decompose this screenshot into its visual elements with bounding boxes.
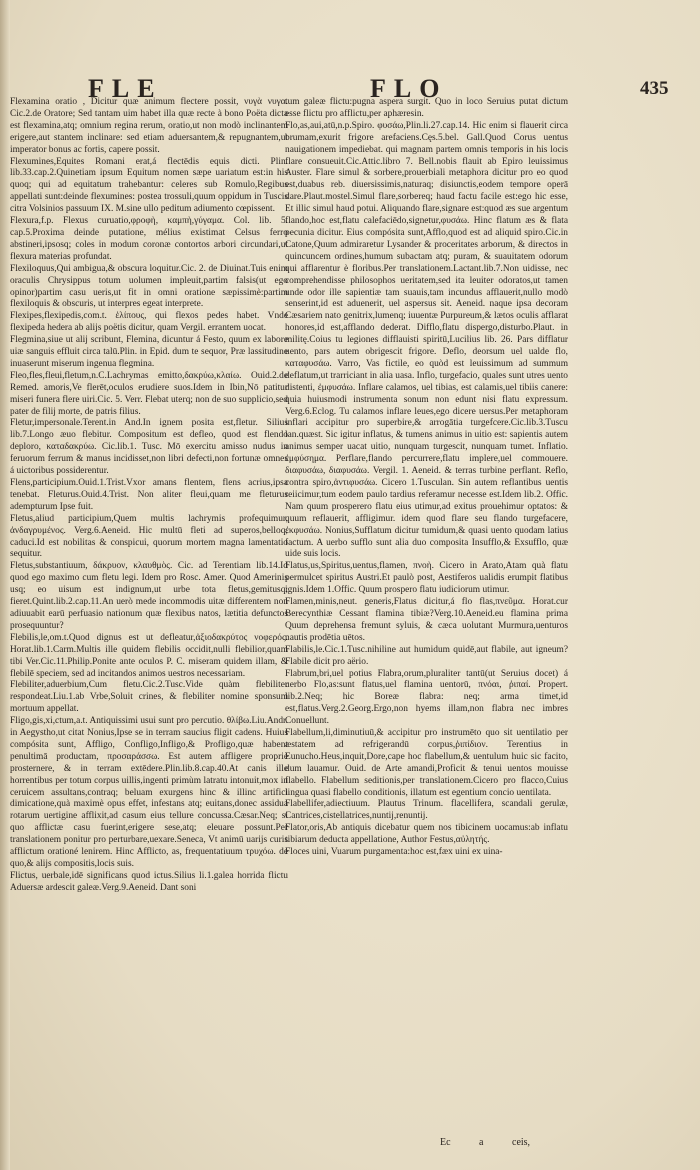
page-gutter-shadow	[0, 0, 10, 1170]
dictionary-entry: Flator,oris,Ab antiquis dicebatur quem nos tibicinem uocamus:ab inflatu tibiarum deducta appellatione, Author Festus,αὐλητής.	[285, 823, 568, 846]
dictionary-entry: Fletur,impersonale.Terent.in And.In ignem posita est,fletur. Silius lib.7.Longo æuo flebitur. Compositum est defleo, quod est flendo deploro, καταδακρύω. Cic.lib.1. Tusc. Mō exercitu amisso nudus in feruorum ferrum & manus incidisset,non libri defecti,non fortunæ omnes á uictoribus possiderentur.	[10, 418, 288, 477]
dictionary-entry: Flabellifer,adiectiuum. Plautus Trinum. flacellifera, scandali gerulæ, Cantrices,cistellatrices,nuntij,renuntij.	[285, 799, 568, 822]
dictionary-entry: Fligo,gis,xi,ctum,a.t. Antiquissimi usui sunt pro percutio. θλίβω.Liu.Andr. in Aegystho,ut citat Nonius,Ipse se in terram saucius fligit cadens. Huius compósita sunt, Affligo, Confligo,Infligo,& Profligo,quæ habent penultimā productam, προσαράσσω. Est autem affligere propriè prosternere, & in terram extēdere.Plin.lib.8.cap.40.At canis ille horrentibus per totum corpus uillis,ingenti primùm latratu intonuit,mox in ceruicem assultans,contraq; beluam exurgens hinc & illinc artifici dimicatione,quà maximè opus effet, infestans atq; euitans,donec assidua rotarum uertigine afflixit,ad casum eius tellure concussa.Cæsar.Neq; si quo afflictæ casu fuerint,erigere sese,atq; eleuare possunt.Per translationem ponitur pro perturbare,uexare.Seneca, Vt animū uarijs curis afflictum orationé lenirem. Hinc Afflicto, as, frequentatiuum τρυχόω. de quo,& alijs compositis,locis suis.	[10, 716, 288, 869]
catchword: ceis,	[512, 1137, 531, 1148]
dictionary-entry: Flexura,f.p. Flexus curuatio,φροφὴ, καμπὴ,γύγαμα. Col. lib. 5. cap.5.Proxima deinde putatione, mélius existimat Celsus ferro abstineri,ipsosq; coles in modum coronæ contortos arbori circundari,ut flexura materias profundat.	[10, 216, 288, 262]
running-head-left: FLE	[88, 74, 163, 103]
dictionary-entry: Flens,participium.Ouid.1.Trist.Vxor amans flentem, flens acrius,ipsa tenebat. Fleturus.Ouid.4.Trist. Non aliter fleui,quam me fleturus adempturum Ipse fuit.	[10, 478, 288, 512]
page-number: 435	[640, 78, 669, 99]
dictionary-entry: Flexipes,flexipedis,com.t. ἑλίπους, qui flexos pedes habet. Vnde flexipeda hedera ab alijs poëtis dicitur, quam Vergil. errantem uocat.	[10, 311, 288, 334]
running-head-right: FLO	[370, 74, 448, 103]
catchword-signature: Ec	[440, 1137, 451, 1148]
dictionary-entry: Flabilis,le.Cic.1.Tusc.nihiline aut humidum quidē,aut flabile, aut igneum? Flabile dicit pro aërio.	[285, 644, 568, 667]
catchword-mark: a	[479, 1137, 484, 1148]
dictionary-entry: Flatus,us,Spiritus,uentus,flamen, πνοὴ. Cicero in Arato,Atam quà flatu permulcet spiritus Austri.Et paulò post, Aestiferos ualidis erumpit flatibus ignis.Idem 1.Offic. Quum prospero flatu iudiciorum utimur.	[285, 561, 568, 596]
dictionary-entry: Flebiliter,aduerbium,Cum fletu.Cic.2.Tusc.Vide quàm flebiliter respondeat.Liu.1.ab Vrbe,Soluit crines, & flebiliter nomine sponsum mortuum appellat.	[10, 680, 288, 715]
dictionary-entry: Flegmina,siue ut alij scribunt, Flemina, dicuntur á Festo, quum ex labore uiæ sanguis effluit circa talū.Plin. in Epid. dum te sequor, Præ lassitudine inuaserunt miserum ingenua flegmina.	[10, 335, 288, 369]
dictionary-entry: Fletus,aliud participium,Quem multis lachrymis profequimur, ἀνδαγρυμένος. Verg.6.Aeneid. Hic multū fleti ad superos,belloq; caduci.Id est nobilitas & conspicui, quorum mortem magna lamentatio sequitur.	[10, 513, 288, 560]
catchword-line	[440, 1137, 556, 1148]
dictionary-entry: tum galeæ flictu:pugna aspera surgit. Quo in loco Seruius putat dictum esse flictu pro afflictu,per aphæresin.	[285, 97, 568, 119]
dictionary-entry: Flexumines,Equites Romani erat,á flectēdis equis dicti. Plin. lib.33.cap.2.Quinetiam ipsum Equitum nomen sæpe uariatum est:in his quoq; qui ad equitatum trahebantur: celeres sub Romulo,Regibus appellati sunt:deinde flexumines: postea trossuli,quum oppidum in Tuscis citra Volsinios passuum IX. M.sine ullo peditum adiumento cœpissent.	[10, 156, 288, 215]
dictionary-entry: Fletus,substantiuum, δάκρυον, κλαυθμὸς. Cic. ad Terentiam lib.14.Id quod ego maximo cum fletu legi. Idem pro Rosc. Amer. Quod Amerinis usq; eo uisum est indignum,ut urbe tota fletus,gemitusq; fieret.Quint.lib.2.cap.11.An uerò mede incommodis uitæ differentem non adiuuabit earū perfuasio nationum quæ flexibus natos, lætitia defunctos prosequuntur?	[10, 561, 288, 631]
dictionary-entry: Flebilis,le,om.t.Quod dignus est ut defleatur,ἀξιοδακρύτος νοφερός. Horat.lib.1.Carm.Multis ille quidem flebilis occidit,nulli flebilior,quam tibi Ver.Cic.11.Philip.Ponite ante oculos P. C. miseram quidem illam, & flebilē speciem, sed ad incitandos animos uestros necessariam.	[10, 632, 288, 679]
left-column	[10, 97, 288, 1137]
dictionary-entry: Flo,as,aui,atū,n.p.Spiro. φυσάω,Plin.li.27.cap.14. Hic enim si flauerit circa brumam,exurit frigore arefaciens.Cęs.5.bel. Gall.Quod Corus uentus nauigationem impediebat. qui magnam partem omnis temporis in his locis flare consueuit.Cic.Attic.libro 7. Bell.nobis flauit ab Epiro leuissimus Auster. Flare simul & sorbere,prouerbiali metaphora dicitur pro eo quod est,duabus reb. diuersissimis,naturaq; disiunctis,eodem tempore operā dare.Plaut.mostel.Simul flare,sorbereq; haud factu facile est:ego hic esse, Et illic simul haud potui. Aliquando flare,signare est:quod æs sue argentum flando,hoc est,flatu calefaciēdo,signetur,φυσάω. Hinc flatum æs & flata pecunia dicitur. Eius compósita sunt,Afflo,quod est ad aliquid spiro.Cic.in Catone,Quum admiraretur Lysander & proceritates arborum, & directos in quincuncem ordines,humum subactam atq; puram, & suauitatem odorum qui afflarentur è floribus.Per translationem.Lactant.lib.7.Non uidisse, nec comprehendisse philosophos ueritatem,sed ita leuiter odoratos,ut tamen unde odor ille sapientiæ tam suauis,tam incundus afflauerit,nullo modò senserint,id est aduenerit, uel aspersus sit. Aeneid. naque ipsa decoram Cæsariem nato genitrix,lumenq; iuuentæ Purpureum,& lætos oculis afflarat honores,id est,afflando dederat. Difflo,flatu dispergo,disturbo.Plaut. in militę.Coius tu legiones difflauisti spiritū,Lucilius lib. 26. Pars difflatur uento, pars autem obrigescit frigore. Deflo, deorsum uel ualde flo, καταφυσάω. Varro, Vas fictile, eo quòd est leuissimum ad summum deflatum,ut trarriciant in alia uasa. Inflo, turgefacio, quales sunt utres uento distenti, ἐμφυσάω. Inflare calamos, uel tibias, est calamis,uel tibiis canere: quia huiusmodi instrumenta sonum non edunt nisi flatu expressum. Verg.6.Eclog. Tu calamos inflare leues,ego dicere uersus.Per metaphoram inflari accipitur pro superbire,& arrogātia turgefcere.Cic.lib.3.Tuscu lan.quæst. Sic igitur inflatus, & tumens animus in uitio est: sapientis autem animus semper uacat uitio, nunquam turgescit, nunquam tumet. Inflatio. ἐμφύσημα. Perflare,flando percurrere,flatu implere,uel commouere. διαφυσάω, διαφυσάω. Vergil. 1. Aeneid. & terras turbine perflant. Reflo, contra spiro,ἀντιφυσάω. Cicero 1.Tusculan. Sin autem reflantibus uentis reiicimur,tum eodem paulo tardius referamur necesse est.Idem lib.2. Offic. Nam quum prosperero flatu eius utimur,ad exitus prouehimur optatos: & quum reflauerit, affligimur. idem quod flare seu flando turgefacere, ἐκφυσάω. Nonius,Sufflatum dicitur tumidum,& quasi uento quodam latius factum. A uerbo sufflo sunt alia duo composita Insufflo,& Exsufflo, quæ uide suis locis.	[285, 120, 568, 560]
dictionary-entry: Flamen,minis,neut. generis,Flatus dicitur,á flo flas,πνεῦμα. Horat.cur Berecynthiæ Cessant flamina tibiæ?Verg.10.Aeneid.eu flamina prima Quum deprehensa fremunt syluis, & cæca uolutant Murmura,uenturos nautis prodētia uētos.	[285, 597, 568, 643]
right-column	[285, 97, 568, 1157]
dictionary-entry: Flabellum,li,diminutiuū,& accipitur pro instrumēto quo sit uentilatio per æstatem ad refrigerandū corpus,ῥιπίδιον. Terentius in Eunucho.Heus,inquit,Dore,cape hoc flabellum,& uentulum huic sic facito, dum lauamur. Ouid. de Arte amandi,Proficit & tenui uentos mouisse flabello. Flabellum seditionis,per translationem.Cicero pro flacco,Cuius lingua quasi flabello conditionis, illatum est egentium concio uentilata.	[285, 728, 568, 798]
dictionary-entry: Flictus, uerbale,idē significans quod ictus.Silius li.1.galea horrida flictu Aduersæ ardescit galeæ.Verg.9.Aeneid. Dant soni	[10, 870, 288, 893]
dictionary-entry: Flexiloquus,Qui ambigua,& obscura loquitur.Cic. 2. de Diuinat.Tuis enim oraculis Chrysippus totum uolumen impleuit,partim falsis(ut ego opinor)partim casu ueris,ut fit in omni oratione sæpissimè:partim flexiloquis & obscuris, ut interpres egeat interprete.	[10, 263, 288, 310]
dictionary-entry: Floces uini, Vuarum purgamenta:hoc est,fæx uini ex uina-	[285, 847, 503, 858]
dictionary-entry: Fleo,fles,fleui,fletum,n.C.Lachrymas emitto,δακρύω,κλαίω. Ouid.2.de Remed. amoris,Ve flerēt,oculos erudiere suos.Idem in Ibin,Nō patitur miseri funera flere uiri.Cic. 5. Verr. Flebat uterq; non de suo supplicio,sed pater de filij morte, de patris filius.	[10, 370, 288, 417]
dictionary-entry: Flexamina oratio , Dicitur quæ animum flectere possit, νυγὰ νυγα. Cic.2.de Oratore; Sed tantam uim habet illa quæ recte à bono Poëta dicta est flexamina,atq; omnium regina rerum, oratio,ut non modò inclinantem erigere,aut stantem inclinare: sed etiam aduersantem,& repugnantem,ut imperator bonus ac fortis, capere possit.	[10, 97, 288, 155]
dictionary-entry: Flabrum,bri,uel potius Flabra,orum,pluraliter tantū(ut Seruius docet) á uerbo Flo,as:sunt flatus,uel flamina uentorū, πνόαι, ῥιπαί. Propert. lib.2.Neq; hic Boreæ flabra: neq; arma timet,id est,flatus.Verg.2.Georg.Ergo,non hyems illam,non flabra nec imbres Conuellunt.	[285, 668, 568, 727]
